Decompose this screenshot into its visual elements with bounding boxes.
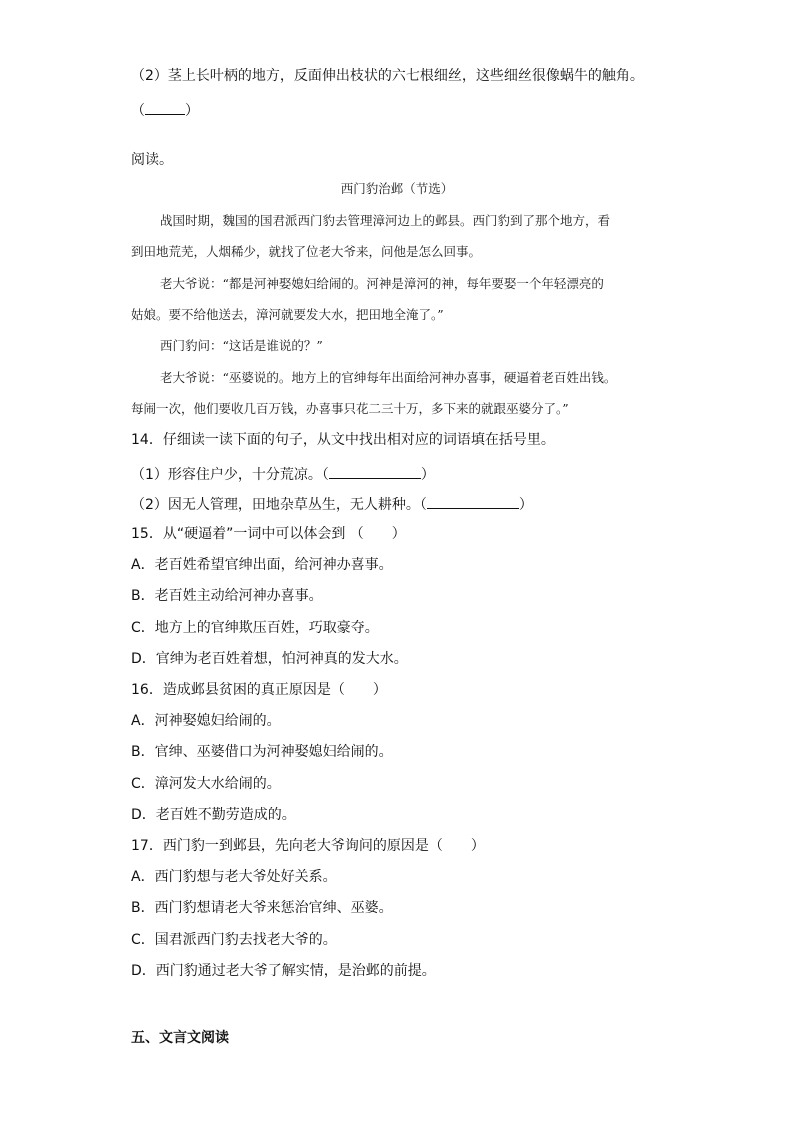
q17-option-d[interactable]: D．西门豹通过老大爷了解实情，是治邺的前提。 [131, 963, 436, 979]
q16-option-a[interactable]: A．河神娶媳妇给闹的。 [131, 713, 281, 729]
q14-sub2-text: （2）因无人管理，田地杂草丛生，无人耕种。（ [131, 497, 427, 513]
reading-label: 阅读。 [131, 152, 173, 168]
q15-option-a[interactable]: A．老百姓希望官绅出面，给河神办喜事。 [131, 557, 393, 573]
q17-option-c[interactable]: C．国君派西门豹去找老大爷的。 [131, 932, 337, 948]
answer-blank[interactable] [145, 99, 185, 115]
q16-option-d[interactable]: D．老百姓不勤劳造成的。 [131, 807, 296, 823]
q17-option-a[interactable]: A．西门豹想与老大爷处好关系。 [131, 869, 337, 885]
q13-part2-text: （2）茎上长叶柄的地方，反面伸出枝状的六七根细丝，这些细丝很像蜗牛的触角。 [131, 68, 644, 84]
passage-p4-line2: 每闹一次，他们要收几百万钱，办喜事只花二三十万，多下来的就跟巫婆分了。” [131, 401, 569, 416]
passage-p1-line2: 到田地荒芜，人烟稀少，就找了位老大爷来，问他是怎么回事。 [131, 244, 482, 259]
q14-sub2 [131, 493, 533, 515]
q15-option-b[interactable]: B．老百姓主动给河神办喜事。 [131, 588, 323, 604]
passage-p3-line1: 西门豹问：“这话是谁说的？” [160, 338, 323, 353]
paren-open: （ [131, 103, 145, 119]
q15-option-d[interactable]: D．官绅为老百姓着想，怕河神真的发大水。 [131, 651, 408, 667]
paren-close: ） [185, 103, 199, 119]
q16-option-b[interactable]: B．官绅、巫婆借口为河神娶媳妇给闹的。 [131, 744, 393, 760]
passage-p2-line1: 老大爷说：“都是河神娶媳妇给闹的。河神是漳河的神，每年要娶一个年轻漂亮的 [160, 276, 604, 291]
answer-blank[interactable] [427, 493, 519, 509]
passage-p1-line1: 战国时期，魏国的国君派西门豹去管理漳河边上的邺县。西门豹到了那个地方，看 [160, 213, 611, 228]
q16-option-c[interactable]: C．漳河发大水给闹的。 [131, 776, 281, 792]
q17-stem: 17．西门豹一到邺县，先向老大爷询问的原因是（ ） [131, 838, 485, 854]
passage-p2-line2: 姑娘。要不给他送去，漳河就要发大水，把田地全淹了。” [131, 307, 444, 322]
paren-close: ） [420, 467, 435, 483]
q13-part2-answer-blank[interactable] [131, 99, 199, 121]
paren-close: ） [518, 497, 533, 513]
q17-option-b[interactable]: B．西门豹想请老大爷来惩治官绅、巫婆。 [131, 900, 393, 916]
q16-stem: 16．造成邺县贫困的真正原因是（ ） [131, 682, 387, 698]
q15-stem: 15．从“硬逼着”一词中可以体会到 （ ） [131, 526, 406, 542]
answer-blank[interactable] [329, 463, 421, 479]
q14-stem: 14．仔细读一读下面的句子，从文中找出相对应的词语填在括号里。 [131, 432, 555, 448]
q14-sub1-text: （1）形容住户少，十分荒凉。（ [131, 467, 329, 483]
q15-option-c[interactable]: C．地方上的官绅欺压百姓，巧取豪夺。 [131, 620, 379, 636]
q14-sub1 [131, 463, 435, 485]
section-heading: 五、文言文阅读 [131, 1030, 229, 1046]
passage-title: 西门豹治邺（节选） [340, 181, 454, 196]
passage-p4-line1: 老大爷说：“巫婆说的。地方上的官绅每年出面给河神办喜事，硬逼着老百姓出钱。 [160, 370, 617, 385]
